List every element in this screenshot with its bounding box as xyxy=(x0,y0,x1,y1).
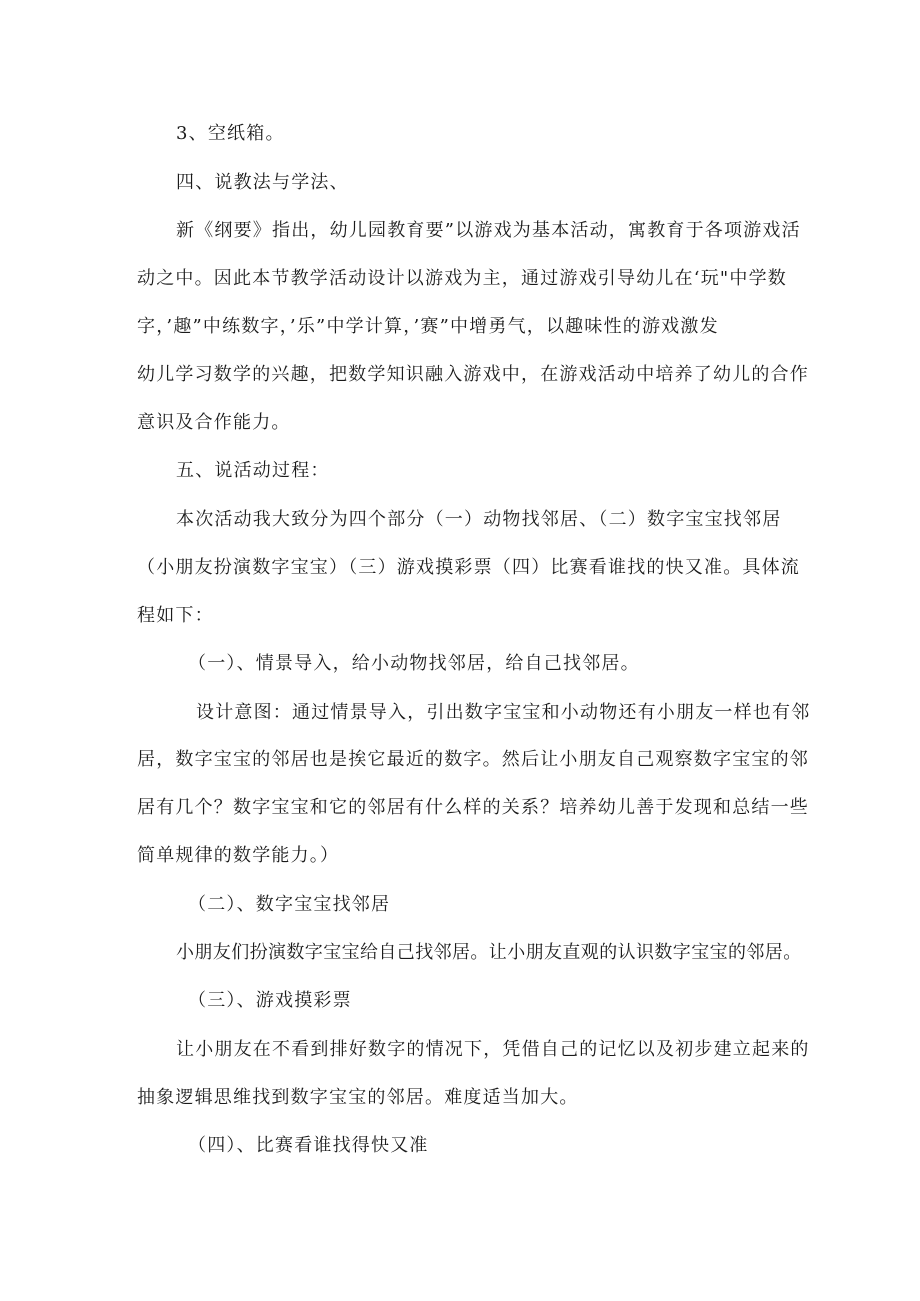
paragraph-line: 意识及合作能力。 xyxy=(137,412,291,433)
paragraph-line: 小朋友们扮演数字宝宝给自己找邻居。让小朋友直观的认识数字宝宝的邻居。 xyxy=(176,942,802,963)
paragraph-line: 居有几个？数字宝宝和它的邻居有什么样的关系？培养幼儿善于发现和总结一些 xyxy=(137,797,809,818)
paragraph-line: 幼儿学习数学的兴趣，把数学知识融入游戏中，在游戏活动中培养了幼儿的合作 xyxy=(137,364,809,385)
section-heading-process: 五、说活动过程： xyxy=(176,460,330,481)
paragraph-line: 本次活动我大致分为四个部分（一）动物找邻居、（二）数字宝宝找邻居 xyxy=(176,509,782,530)
paragraph-line: 简单规律的数学能力。） xyxy=(137,845,340,866)
subsection-heading-1: （一）、情景导入，给小动物找邻居，给自己找邻居。 xyxy=(188,653,640,674)
paragraph-line: （小朋友扮演数字宝宝）（三）游戏摸彩票（四）比赛看谁找的快又准。具体流 xyxy=(137,557,800,578)
section-heading-methods: 四、说教法与学法、 xyxy=(176,172,349,193)
paragraph-line: 设计意图：通过情景导入，引出数字宝宝和小动物还有小朋友一样也有邻 xyxy=(196,702,811,723)
paragraph-line: 程如下： xyxy=(137,605,214,626)
paragraph-line: 居，数字宝宝的邻居也是挨它最近的数字。然后让小朋友自己观察数字宝宝的邻 xyxy=(137,749,809,770)
paragraph-line: 让小朋友在不看到排好数字的情况下，凭借自己的记忆以及初步建立起来的 xyxy=(176,1039,810,1060)
subsection-heading-3: （三）、游戏摸彩票 xyxy=(188,990,352,1011)
paragraph-line: 新《纲要》指出，幼儿园教育要”以游戏为基本活动，寓教育于各项游戏活 xyxy=(176,220,801,241)
subsection-heading-4: （四）、比赛看谁找得快又准 xyxy=(188,1135,429,1156)
paragraph-line: 字，’趣”中练数字，’乐”中学计算，’赛”中增勇气，以趣味性的游戏激发 xyxy=(137,316,719,337)
paragraph-line: 动之中。因此本节教学活动设计以游戏为主，通过游戏引导幼儿在‘玩"中学数 xyxy=(137,268,787,289)
paragraph-line: 抽象逻辑思维找到数字宝宝的邻居。难度适当加大。 xyxy=(137,1087,579,1108)
subsection-heading-2: （二）、数字宝宝找邻居 xyxy=(188,894,391,915)
list-item-empty-box: 3、空纸箱。 xyxy=(176,123,285,144)
